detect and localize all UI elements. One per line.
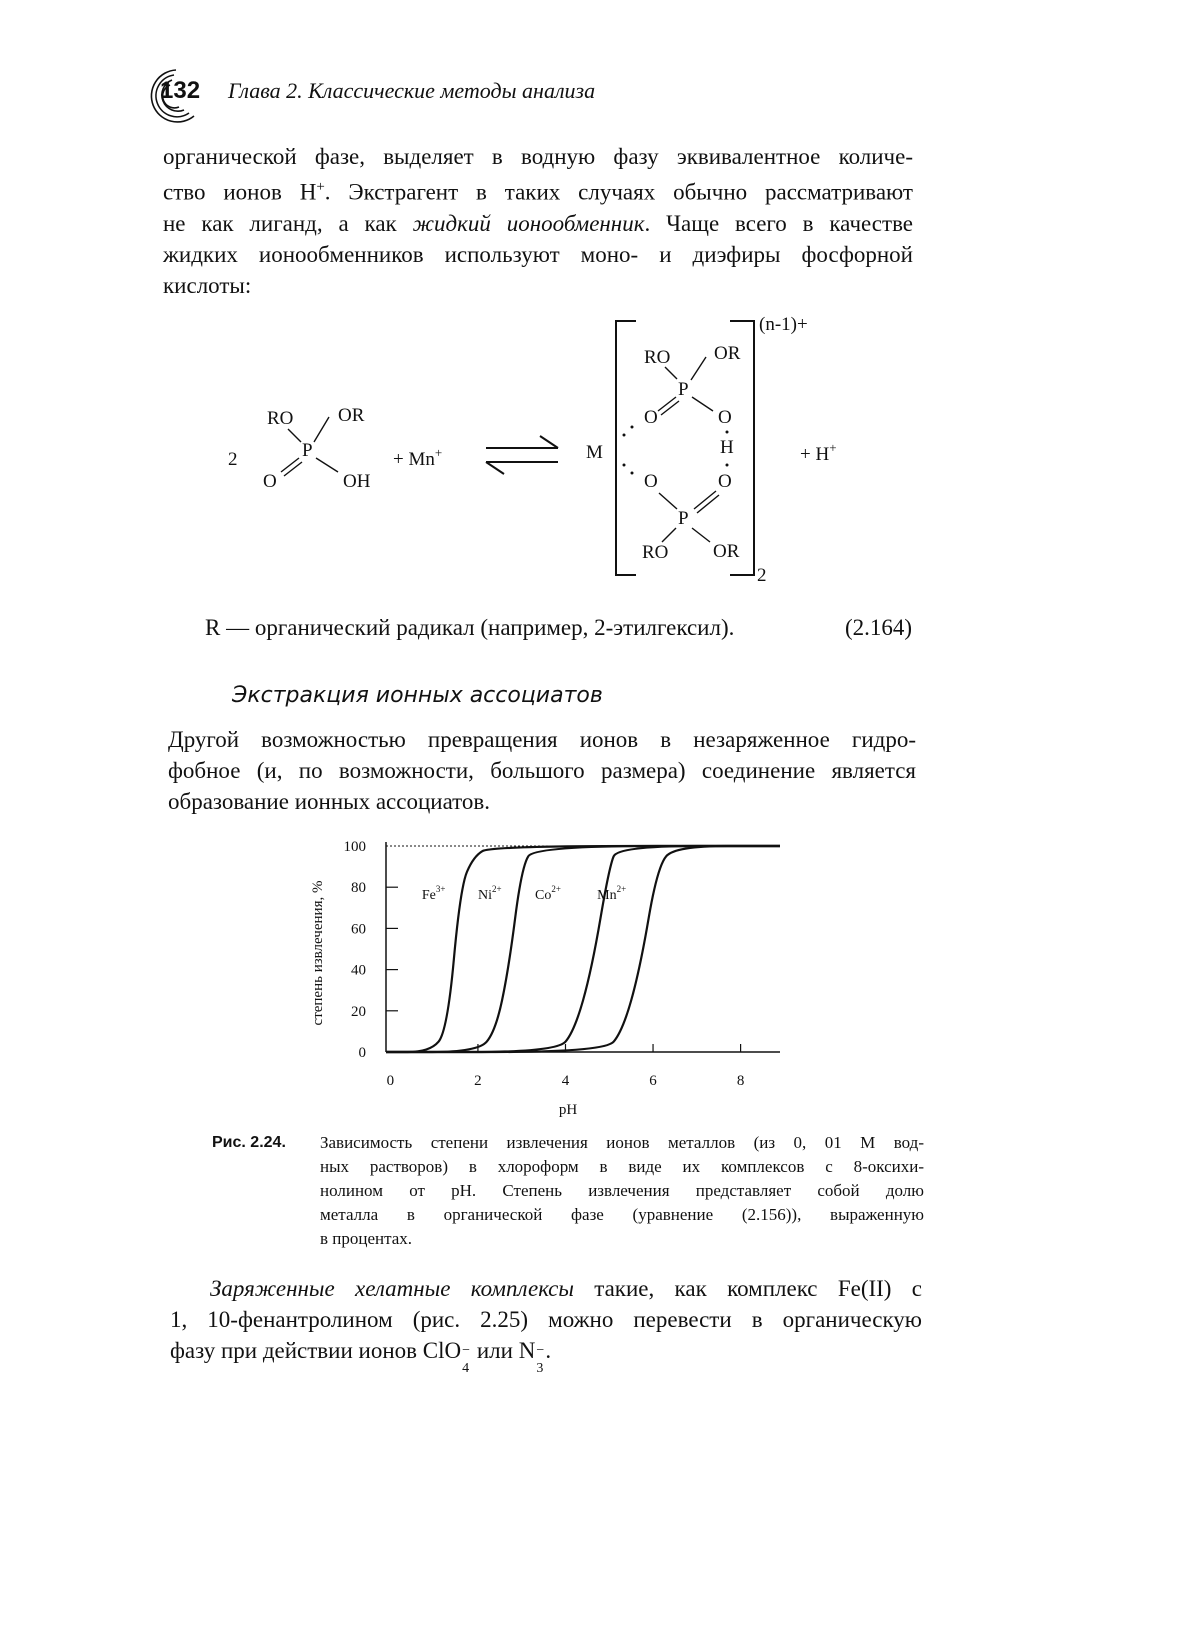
plus-metal-ion: + Mn+ [393,445,443,470]
lower-p: P [678,508,689,529]
x-tick-label: 4 [561,1073,570,1089]
upper-ro: RO [644,347,671,368]
hydrogen-bond-h: H [720,437,734,458]
paragraph-chelate [170,1273,922,1376]
series-label-mn: $Mn^{2+}$ [597,884,627,904]
left-ro: RO [267,408,294,429]
section-heading: Экстракция ионных ассоциатов [232,683,603,708]
plus-proton: + H+ [800,440,837,465]
equation-number: (2.164) [845,615,913,640]
text-line: жидких ионообменников используют моно- и диэфиры фосфорной [163,241,913,267]
x-tick-label: 8 [736,1073,745,1089]
term-liquid-ion-exchanger: жидкий ионообменник [412,210,645,236]
intro-paragraph [163,141,913,301]
page-number: 132 [160,77,201,104]
text-line: Заряженные хелатные комплексы такие, как комплекс Fe(II) с [210,1276,922,1301]
extraction-chart [300,830,800,1120]
y-tick-label: 80 [351,880,366,897]
lower-or: OR [713,541,740,562]
series-label-co: $Co^{2+}$ [535,884,561,904]
series-label-ni: $Ni^{2+}$ [478,884,502,904]
series-line-fe [386,846,780,1052]
complex-charge: (n-1)+ [759,314,808,335]
lower-o-left: O [644,471,658,492]
upper-o-right: O [718,407,732,428]
text-line: фазу при действии ионов ClO − 4 или N − 3 . [170,1338,552,1376]
caption-line: в процентах. [320,1229,413,1248]
caption-line: металла в органической фазе (уравнение (2.156)), выраженную [320,1205,924,1224]
upper-or: OR [714,343,741,364]
lower-ro: RO [642,542,669,563]
figure-caption [212,1131,924,1251]
upper-o-left: O [644,407,658,428]
reaction-scheme [210,305,870,595]
term-charged-chelates: Заряженные хелатные комплексы [210,1276,574,1301]
upper-p: P [678,379,689,400]
running-header: Глава 2. Классические методы анализа [228,78,596,103]
y-tick-label: 20 [351,1003,366,1020]
paragraph-ion-associates [168,724,916,817]
series-label-fe: $Fe^{3+}$ [421,884,446,904]
y-tick-label: 60 [351,921,366,938]
left-o: O [263,471,277,492]
text-line: органической фазе, выделяет в водную фазу эквивалентное количе- [163,144,913,169]
equation-note: R — органический радикал (например, 2-этилгексил). [205,615,735,640]
text-line: фобное (и, по возможности, большого размера) соединение является [168,758,916,783]
lower-o-right: O [718,471,732,492]
left-or: OR [338,405,365,426]
text-line: кислоты: [163,272,252,298]
figure-label: Рис. 2.24. [212,1134,286,1151]
x-axis-label: pH [558,1102,578,1118]
caption-line: нолином от pH. Степень извлечения представляет собой долю [320,1181,924,1200]
y-axis-label: степень извлечения, % [310,880,326,1026]
x-tick-label: 6 [649,1073,657,1089]
complex-subscript: 2 [757,565,767,586]
y-tick-label: 40 [351,962,366,979]
caption-line: Зависимость степени извлечения ионов металлов (из 0, 01 M вод- [320,1133,924,1152]
y-tick-label: 0 [358,1045,366,1061]
x-tick-label: 2 [474,1073,482,1089]
coefficient: 2 [228,449,238,470]
text-line: Другой возможностью превращения ионов в незаряженное гидро- [168,727,916,752]
x-tick-label: 0 [386,1073,395,1089]
metal-m: M [586,442,603,463]
caption-line: ных растворов) в хлороформ в виде их комплексов с 8-оксихи- [320,1157,924,1176]
text-line: 1, 10-фенантролином (рис. 2.25) можно перевести в органическую [170,1307,922,1332]
text-line: не как лиганд, а как жидкий ионообменник. Чаще всего в качестве [163,210,913,236]
left-p: P [302,440,313,461]
text-line: образование ионных ассоциатов. [168,789,491,814]
y-tick-label: 100 [343,839,366,855]
left-oh: OH [343,471,371,492]
text-line: ство ионов H+. Экстрагент в таких случаях обычно рассматривают [163,179,913,205]
